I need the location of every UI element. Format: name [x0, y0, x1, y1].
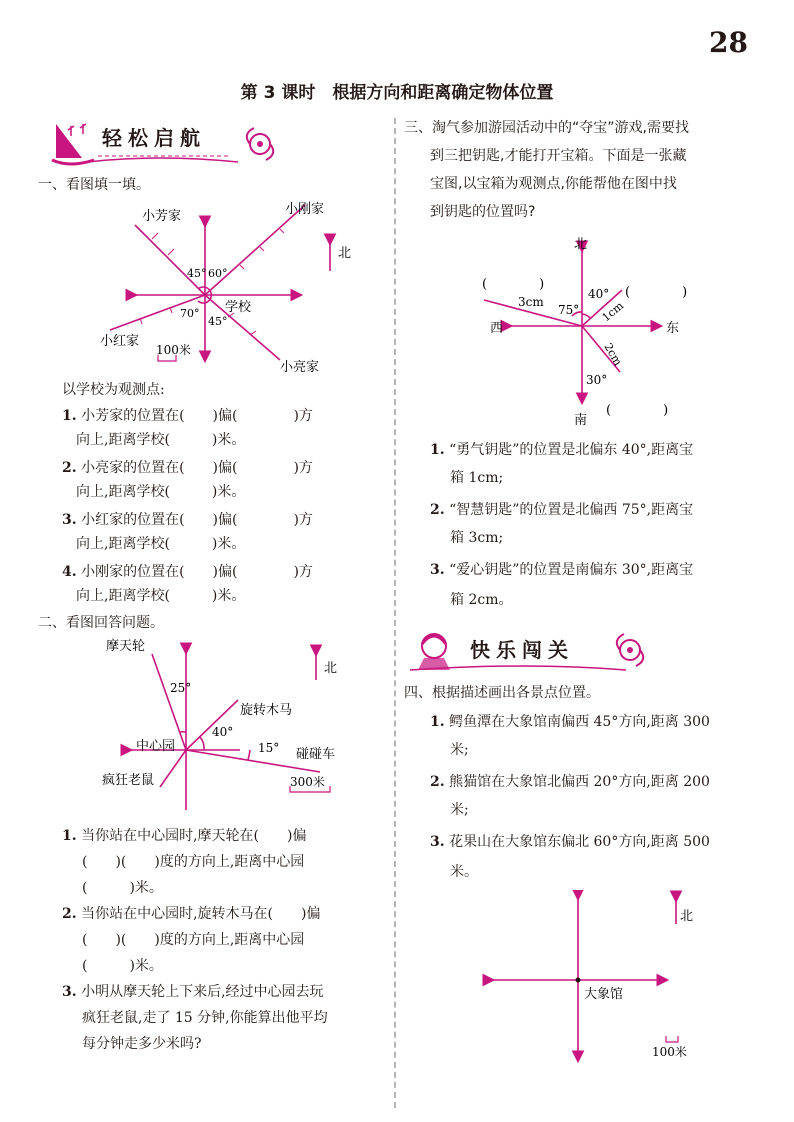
q2-item-2-line2: ( )( )度的方向上,距离中心园 — [82, 932, 305, 948]
scale-label: 300米 — [290, 775, 325, 789]
q4-heading: 四、根据描述画出各景点位置。 — [404, 685, 600, 701]
angle-15: 15° — [258, 741, 280, 755]
q3-diagram — [470, 232, 730, 428]
q1-intro: 以学校为观测点: — [62, 382, 165, 398]
q3-item-3-line2: 箱 2cm。 — [450, 592, 513, 608]
angle-60: 60° — [208, 267, 228, 280]
label-north: 北 — [324, 661, 338, 676]
label-xiaohong: 小红家 — [100, 334, 140, 349]
label-east: 东 — [666, 321, 680, 336]
swirl-ornament-icon — [617, 634, 643, 666]
q4-item-3: 3. 花果山在大象馆东偏北 60°方向,距离 500 — [430, 834, 710, 850]
swirl-ornament-icon — [247, 128, 273, 160]
q3-heading-l2: 到三把钥匙,才能打开宝箱。下面是一张藏 — [430, 148, 687, 164]
q3-item-2-line2: 箱 3cm; — [450, 530, 504, 546]
q3-item-1: 1. “勇气钥匙”的位置是北偏东 40°,距离宝 — [430, 442, 694, 458]
q2-item-3-line2: 疯狂老鼠,走了 15 分钟,你能算出他平均 — [82, 1010, 328, 1026]
label-north: 北 — [574, 237, 588, 252]
label-xiaoliang: 小亮家 — [280, 360, 320, 375]
dist-2cm: 2cm — [601, 341, 625, 368]
q2-heading: 二、看图回答问题。 — [38, 615, 164, 631]
label-center: 中心园 — [136, 739, 176, 754]
q3-item-2: 2. “智慧钥匙”的位置是北偏西 75°,距离宝 — [430, 502, 694, 518]
angle-75: 75° — [558, 303, 580, 317]
label-north: 北 — [680, 909, 694, 924]
scale-label: 100米 — [652, 1045, 687, 1059]
q1-item-1: 1. 小芳家的位置在( )偏( )方 — [62, 408, 313, 424]
label-xiaogang: 小刚家 — [285, 202, 325, 217]
column-divider — [394, 118, 396, 1108]
q4-item-2-line2: 米; — [450, 802, 469, 818]
angle-40: 40° — [212, 725, 234, 739]
q1-item-4-line2: 向上,距离学校( )米。 — [76, 588, 246, 604]
q3-heading-l3: 宝图,以宝箱为观测点,你能帮他在图中找 — [430, 176, 677, 192]
q1-item-1-line2: 向上,距离学校( )米。 — [76, 432, 246, 448]
blank-bottom: ( ) — [606, 403, 669, 418]
angle-70: 70° — [180, 307, 200, 320]
q2-item-1-line3: ( )米。 — [82, 880, 163, 896]
q2-item-3-line3: 每分钟走多少米吗? — [82, 1036, 202, 1052]
angle-40: 40° — [588, 287, 610, 301]
center-point — [576, 978, 581, 983]
q2-item-3: 3. 小明从摩天轮上下来后,经过中心园去玩 — [62, 984, 324, 1000]
label-school: 学校 — [225, 300, 252, 315]
scale-label: 100米 — [156, 343, 191, 357]
label-ferris: 摩天轮 — [106, 639, 146, 654]
label-carousel: 旋转木马 — [240, 703, 293, 718]
q4-item-1-line2: 米; — [450, 742, 469, 758]
q4-item-1: 1. 鳄鱼潭在大象馆南偏西 45°方向,距离 300 — [430, 714, 710, 730]
blank-top-right: ( ) — [625, 285, 688, 300]
label-elephant-hall: 大象馆 — [584, 987, 624, 1002]
q2-item-2-line3: ( )米。 — [82, 958, 163, 974]
q1-item-2: 2. 小亮家的位置在( )偏( )方 — [62, 460, 313, 476]
q3-item-3: 3. “爱心钥匙”的位置是南偏东 30°,距离宝 — [430, 562, 694, 578]
q2-item-2: 2. 当你站在中心园时,旋转木马在( )偏 — [62, 906, 321, 922]
blank-top-left: ( ) — [482, 277, 545, 292]
page-number: 28 — [709, 26, 748, 59]
label-west: 西 — [490, 321, 504, 336]
q3-heading-l1: 三、淘气参加游园活动中的“夺宝”游戏,需要找 — [404, 120, 689, 136]
angle-30: 30° — [586, 373, 608, 387]
label-south: 南 — [574, 413, 588, 428]
banner-qingsong — [38, 116, 288, 170]
q4-item-3-line2: 米。 — [450, 864, 478, 880]
q1-item-3-line2: 向上,距离学校( )米。 — [76, 536, 246, 552]
angle-25: 25° — [170, 681, 192, 695]
q1-heading: 一、看图填一填。 — [38, 177, 150, 193]
angle-45a: 45° — [187, 267, 207, 280]
banner-title: 快乐闯关 — [470, 638, 574, 662]
q4-diagram — [480, 890, 720, 1070]
banner-title: 轻松启航 — [102, 126, 206, 150]
label-north: 北 — [338, 246, 352, 261]
q2-item-1-line2: ( )( )度的方向上,距离中心园 — [82, 854, 305, 870]
q2-item-1: 1. 当你站在中心园时,摩天轮在( )偏 — [62, 828, 307, 844]
q4-item-2: 2. 熊猫馆在大象馆北偏西 20°方向,距离 200 — [430, 774, 710, 790]
q1-item-4: 4. 小刚家的位置在( )偏( )方 — [62, 564, 313, 580]
label-xiaofang: 小芳家 — [142, 209, 182, 224]
banner-kuaile — [406, 624, 656, 678]
q3-item-1-line2: 箱 1cm; — [450, 470, 504, 486]
q3-heading-l4: 到钥匙的位置吗? — [430, 204, 536, 220]
angle-45b: 45° — [208, 315, 228, 328]
q1-diagram — [90, 195, 380, 375]
lesson-title: 第 3 课时 根据方向和距离确定物体位置 — [240, 83, 554, 103]
label-crazy-mouse: 疯狂老鼠 — [102, 773, 155, 788]
q1-item-3: 3. 小红家的位置在( )偏( )方 — [62, 512, 313, 528]
dist-1cm: 1cm — [599, 299, 627, 325]
dist-3cm: 3cm — [518, 295, 544, 309]
q1-item-2-line2: 向上,距离学校( )米。 — [76, 484, 246, 500]
q2-diagram — [100, 632, 380, 817]
label-bumper: 碰碰车 — [296, 747, 336, 762]
